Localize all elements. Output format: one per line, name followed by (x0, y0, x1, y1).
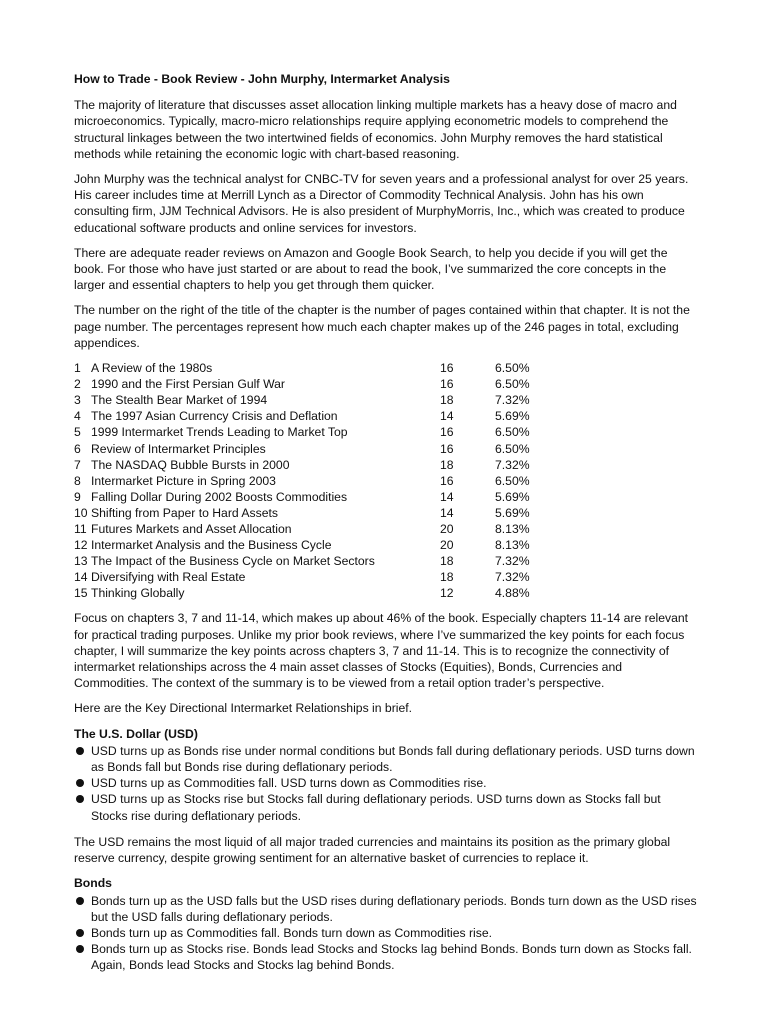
chapter-title: The Stealth Bear Market of 1994 (91, 393, 268, 408)
chapter-pages: 18 (440, 393, 454, 408)
chapter-pages: 18 (440, 570, 454, 585)
bullet-icon (76, 897, 84, 905)
focus-paragraph: Focus on chapters 3, 7 and 11-14, which makes up about 46% of the book. Especially chapters 11-14 are relevant for practical trading purposes. Unlike my prior book reviews, where I’ve summarized the key points for each focus chapter, I will summarize the key points across chapters 3, 7 and 11-14. This is to recognize the connectivity of intermarket relationships across the 4 main asset classes of Stocks (Equities), Bonds, Currencies and Commodities. The context of the summary is to be viewed from a retail option trader’s perspective. (74, 611, 689, 691)
chapter-title: Thinking Globally (91, 586, 185, 601)
document-title: How to Trade - Book Review - John Murphy, Intermarket Analysis (74, 72, 450, 86)
bullet-text: Bonds turn up as Stocks rise. Bonds lead Stocks and Stocks lag behind Bonds. Bonds turn down as Stocks fall. Again, Bonds lead Stocks and Stocks lag behind Bonds. (91, 942, 692, 973)
chapter-number: 1 (74, 361, 81, 376)
usd-bullet-item (74, 791, 698, 823)
usd-heading: The U.S. Dollar (USD) (74, 726, 198, 741)
chapter-row (74, 569, 698, 585)
chapter-table (74, 360, 698, 601)
chapter-pages: 20 (440, 538, 454, 553)
chapter-number: 12 (74, 538, 88, 553)
usd-summary: The USD remains the most liquid of all major traded currencies and maintains its position as the primary global reserve currency, despite growing sentiment for an alternative basket of currencies to replace it. (74, 834, 671, 866)
chapter-number: 11 (74, 521, 87, 536)
chapter-number: 7 (74, 457, 81, 472)
chapter-pages: 14 (440, 505, 454, 520)
intro-paragraph: The majority of literature that discusses asset allocation linking multiple markets has a heavy dose of macro and microeconomics. Typically, macro-micro relationships require applying econometric models to comprehend the structural linkages between the two intertwined fields of economics. John Murphy removes the hard statistical methods while retaining the economic logic with chart-based reasoning. (74, 98, 677, 161)
chapter-row (74, 457, 698, 473)
chapter-row (74, 408, 698, 424)
chapter-row (74, 585, 698, 601)
chapter-pages: 18 (440, 457, 454, 472)
chapter-title: Shifting from Paper to Hard Assets (91, 505, 278, 520)
chapter-pages: 16 (440, 441, 454, 456)
bonds-bullet-list (74, 893, 698, 974)
bonds-bullet-item (74, 941, 698, 973)
chapter-percent: 8.13% (495, 521, 530, 536)
chapter-percent: 8.13% (495, 538, 530, 553)
chapter-title: Intermarket Picture in Spring 2003 (91, 473, 276, 488)
chapter-row (74, 473, 698, 489)
bullet-text: Bonds turn up as the USD falls but the USD rises during deflationary periods. Bonds turn down as the USD rises but the USD falls during deflationary periods. (91, 893, 697, 924)
chapter-row (74, 553, 698, 569)
chapter-number: 5 (74, 425, 81, 440)
chapter-percent: 7.32% (495, 554, 530, 569)
chapter-number: 6 (74, 441, 81, 456)
chapter-row (74, 521, 698, 537)
chapter-percent: 7.32% (495, 457, 530, 472)
chapter-percent: 6.50% (495, 377, 530, 392)
chapter-number: 9 (74, 489, 81, 504)
chapter-pages: 16 (440, 361, 454, 376)
chapter-percent: 7.32% (495, 570, 530, 585)
reviews-paragraph: There are adequate reader reviews on Amazon and Google Book Search, to help you decide if you will get the book. For those who have just started or are about to read the book, I’ve summarized the core concepts in the larger and essential chapters to help you get through them quicker. (74, 245, 668, 293)
chapter-percent: 6.50% (495, 425, 530, 440)
chapter-row (74, 392, 698, 408)
chapter-percent: 5.69% (495, 409, 530, 424)
chapter-percent: 6.50% (495, 473, 530, 488)
chapter-title: Intermarket Analysis and the Business Cycle (91, 538, 332, 553)
chapter-number: 4 (74, 409, 81, 424)
chapter-row (74, 505, 698, 521)
bullet-icon (76, 945, 84, 953)
chapter-number: 14 (74, 570, 88, 585)
chapter-row (74, 537, 698, 553)
chapter-row (74, 376, 698, 392)
chapter-title: 1999 Intermarket Trends Leading to Market Top (91, 425, 348, 440)
chapter-title: The 1997 Asian Currency Crisis and Deflation (91, 409, 338, 424)
bonds-bullet-item (74, 925, 698, 941)
chapter-percent: 5.69% (495, 489, 530, 504)
usd-bullet-item (74, 775, 698, 791)
chapter-percent: 6.50% (495, 361, 530, 376)
chapter-title: Futures Markets and Asset Allocation (91, 521, 292, 536)
bonds-heading: Bonds (74, 876, 112, 891)
chapter-row (74, 441, 698, 457)
bullet-text: USD turns up as Bonds rise under normal conditions but Bonds fall during deflationary periods. USD turns down as Bonds fall but Bonds rise during deflationary periods. (91, 743, 695, 775)
chapter-title: The Impact of the Business Cycle on Market Sectors (91, 554, 375, 569)
chapter-percent: 4.88% (495, 586, 530, 601)
relationships-intro: Here are the Key Directional Intermarket Relationships in brief. (74, 701, 413, 716)
author-paragraph: John Murphy was the technical analyst for CNBC-TV for seven years and a professional analyst for over 25 years. His career includes time at Merrill Lynch as a Director of Commodity Technical Analysis. John has his own consulting firm, JJM Technical Advisors. He is also president of MurphyMorris, Inc., which was created to produce educational software products and online services for investors. (74, 172, 689, 235)
chapter-number: 15 (74, 586, 88, 601)
chapter-row (74, 424, 698, 440)
chapter-percent: 6.50% (495, 441, 530, 456)
chapter-pages: 18 (440, 554, 454, 569)
chapter-title: A Review of the 1980s (91, 361, 213, 376)
bullet-text: Bonds turn up as Commodities fall. Bonds turn down as Commodities rise. (91, 925, 493, 940)
bullet-text: USD turns up as Commodities fall. USD turns down as Commodities rise. (91, 776, 487, 791)
chapter-title: 1990 and the First Persian Gulf War (91, 377, 285, 392)
bullet-icon (76, 929, 84, 937)
chapter-title: The NASDAQ Bubble Bursts in 2000 (91, 457, 290, 472)
chapter-title: Falling Dollar During 2002 Boosts Commodities (91, 489, 348, 504)
chapter-pages: 14 (440, 409, 454, 424)
chapter-title: Diversifying with Real Estate (91, 570, 246, 585)
chapter-percent: 5.69% (495, 505, 530, 520)
chapter-title: Review of Intermarket Principles (91, 441, 266, 456)
chapter-number: 13 (74, 554, 88, 569)
chapter-pages: 14 (440, 489, 454, 504)
chapter-number: 2 (74, 377, 81, 392)
chapter-pages: 20 (440, 521, 454, 536)
bullet-text: USD turns up as Stocks rise but Stocks fall during deflationary periods. USD turns down as Stocks fall but Stocks rise during deflationary periods. (91, 792, 661, 823)
bullet-icon (76, 795, 84, 803)
chapter-pages: 16 (440, 473, 454, 488)
chapter-note-paragraph: The number on the right of the title of the chapter is the number of pages contained within that chapter. It is not the page number. The percentages represent how much each chapter makes up of the 246 pages in total, excluding appendices. (74, 303, 690, 350)
chapter-pages: 16 (440, 377, 454, 392)
chapter-row (74, 489, 698, 505)
chapter-pages: 16 (440, 425, 454, 440)
chapter-row (74, 360, 698, 376)
usd-bullet-item (74, 743, 698, 775)
chapter-pages: 12 (440, 586, 454, 601)
chapter-number: 10 (74, 505, 88, 520)
chapter-number: 3 (74, 393, 81, 408)
bullet-icon (76, 779, 84, 787)
usd-bullet-list (74, 743, 698, 824)
bullet-icon (76, 747, 84, 755)
chapter-percent: 7.32% (495, 393, 530, 408)
bonds-bullet-item (74, 893, 698, 925)
chapter-number: 8 (74, 473, 81, 488)
